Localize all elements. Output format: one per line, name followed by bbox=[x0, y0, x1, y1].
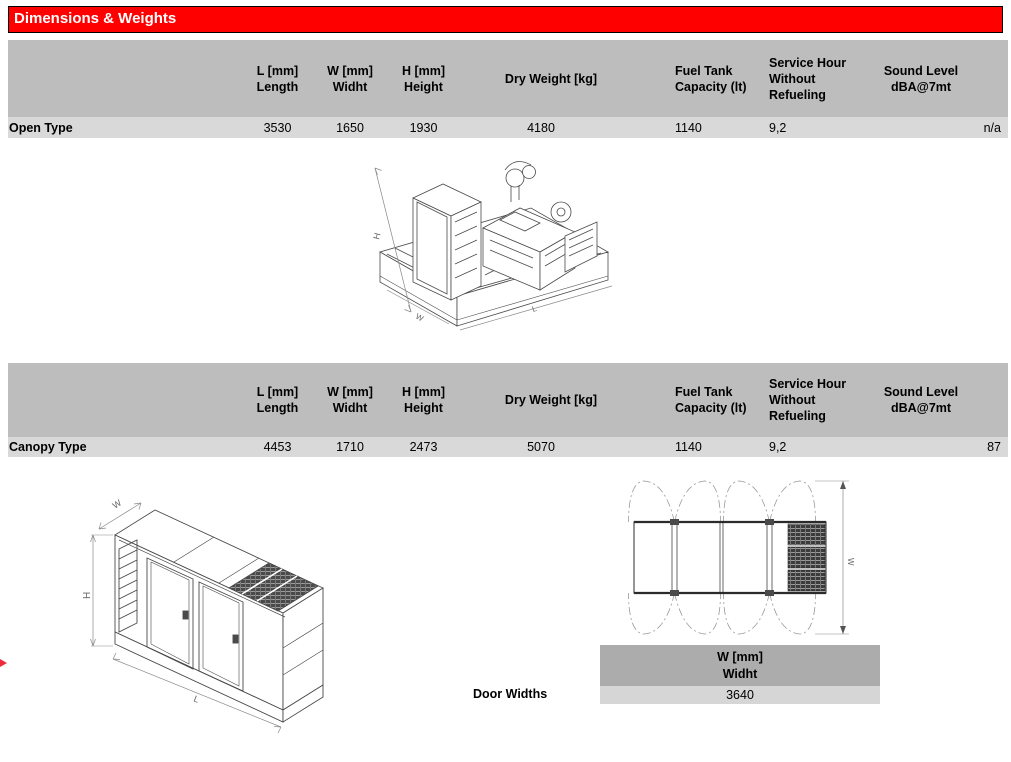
open-type-row bbox=[8, 117, 1008, 138]
section-title: Dimensions & Weights bbox=[14, 10, 177, 27]
col-header-width: W [mm] Widht bbox=[327, 385, 373, 415]
width-value: 1710 bbox=[336, 440, 364, 454]
row-label: Canopy Type bbox=[9, 440, 87, 454]
dim-label-w: W bbox=[110, 497, 124, 511]
red-pointer-arrow-icon bbox=[0, 659, 7, 667]
col-header-fuel-tank: Fuel Tank Capacity (lt) bbox=[675, 63, 747, 94]
section-title-banner bbox=[8, 6, 1003, 33]
door-widths-label: Door Widths bbox=[473, 687, 548, 701]
sound-level-value: 87 bbox=[987, 440, 1001, 454]
dim-label-w: W bbox=[414, 311, 425, 324]
col-header-length: L [mm] Length bbox=[256, 63, 299, 94]
canopy-type-table-header bbox=[8, 363, 1008, 437]
service-hour-value: 9,2 bbox=[769, 120, 787, 135]
col-header-height: H [mm] Height bbox=[401, 63, 446, 94]
door-swing-top-view-drawing bbox=[615, 468, 860, 653]
col-header-dry-weight: Dry Weight [kg] bbox=[504, 71, 598, 86]
open-type-table-header bbox=[8, 40, 1008, 117]
dry-weight-value: 4180 bbox=[527, 120, 555, 135]
canopy-type-row bbox=[8, 437, 1008, 457]
col-header-fuel-tank: Fuel Tank Capacity (lt) bbox=[675, 385, 747, 415]
length-value: 3530 bbox=[263, 120, 292, 135]
service-hour-value: 9,2 bbox=[769, 440, 787, 454]
header-spacer bbox=[8, 40, 240, 117]
header-spacer bbox=[8, 363, 240, 437]
dim-label-l: L bbox=[192, 693, 201, 705]
door-widths-header: W [mm] Widht bbox=[600, 645, 880, 686]
door-widths-value: 3640 bbox=[600, 686, 880, 704]
open-genset-drawing bbox=[365, 140, 630, 340]
dry-weight-value: 5070 bbox=[527, 440, 555, 454]
col-header-sound-level: Sound Level dBA@7mt bbox=[883, 63, 959, 94]
col-header-service-hour: Service Hour Without Refueling bbox=[769, 55, 847, 102]
dim-label-w: W bbox=[846, 558, 855, 566]
sound-level-value: n/a bbox=[983, 120, 1001, 135]
height-value: 2473 bbox=[409, 440, 438, 454]
height-value: 1930 bbox=[409, 120, 438, 135]
dim-label-h: H bbox=[82, 591, 93, 599]
canopy-genset-drawing bbox=[82, 483, 333, 728]
col-header-height: H [mm] Height bbox=[401, 385, 446, 415]
row-label: Open Type bbox=[9, 120, 73, 135]
length-value: 4453 bbox=[263, 440, 292, 454]
col-header-length: L [mm] Length bbox=[256, 385, 299, 415]
width-value: 1650 bbox=[336, 120, 364, 135]
col-header-width: W [mm] Widht bbox=[327, 63, 373, 94]
fuel-tank-value: 1140 bbox=[675, 440, 702, 454]
col-header-dry-weight: Dry Weight [kg] bbox=[504, 393, 598, 407]
dim-label-l: L bbox=[530, 304, 538, 314]
col-header-service-hour: Service Hour Without Refueling bbox=[769, 377, 847, 423]
col-header-sound-level: Sound Level dBA@7mt bbox=[883, 385, 959, 415]
fuel-tank-value: 1140 bbox=[675, 120, 702, 135]
dim-label-h: H bbox=[371, 231, 383, 241]
